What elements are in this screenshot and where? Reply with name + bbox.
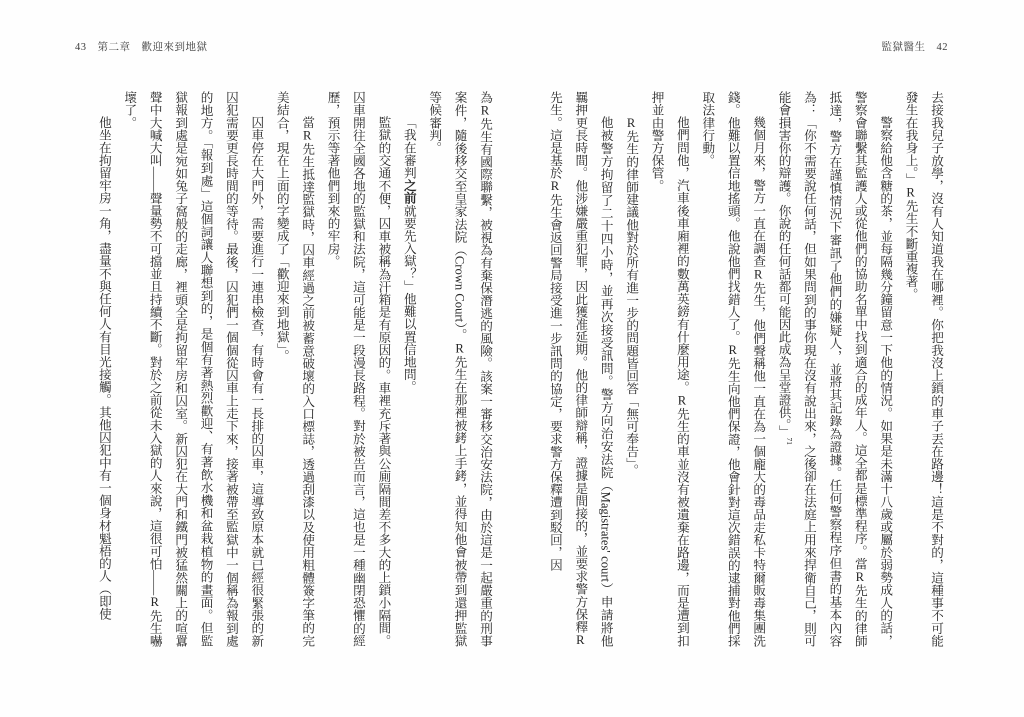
paragraph: 囚車停在大門外，需要進行一連串檢查，有時會有一長排的囚車，這導致原本就已經很緊張的新囚犯需要更長時間的等待。最後，囚犯們一個個從囚車上走下來，接著被帶至監獄中一個稱為報到處的地方。「報到處」這個詞讓人聯想到的，是個有著熱烈歡迎、有著飲水機和盆栽植物的畫面。但監獄報到處是宛如兔子窩般的走廊，裡頭全是拘留牢房和囚室。新囚犯在大門和鐵門被猛然關上的喧囂聲中大喊大叫——聲量勢不可擋並且持續不斷。對於之前從未入獄的人來說，這很可怕——R先生嚇壞了。 [122, 91, 264, 647]
upright-latin-r: R [547, 179, 562, 194]
upright-latin-r: R [852, 569, 867, 584]
paragraph: 為R先生有國際聯繫，被視為有棄保潛逃的風險。該案一審移交治安法院，由於這是一起嚴重的刑事案件，隨後移交至皇家法院（Crown Court）。R先生在那裡被銬上手銬，並得知他會被帶到還押監獄等候審判。 [427, 91, 492, 647]
paragraph: R先生的律師建議他對於所有進一步的問題皆回答「無可奉告」。 [624, 116, 639, 477]
upright-latin-r: R [624, 116, 639, 131]
paragraph: 「我在審判之前就要先入獄？」他難以置信地問。 [401, 116, 416, 394]
paragraph: 去接我兒子放學，沒有人知道我在哪裡。你把我沒上鎖的車子丟在路邊！這是不對的，這種事不可能發生在我身上。」R先生不斷重複著。 [903, 91, 943, 647]
running-head-right: 監獄醫生 42 [881, 42, 948, 53]
paragraph: 警察給他含糖的茶，並每隔幾分鐘留意一下他的情況。如果是未滿十八歲或屬於弱勢成人的話，警察會聯繫其監護人或從他們的協助名單中找到適合的成年人。這全都是標準程序。當R先生的律師抵達，警方在謹慎情況下審訊了他們的嫌疑人，並將其記錄為證據。任何警察程序但書的基本內容為：「你不需要說任何話，但如果問到的事你現在沒有說出來，之後卻在法庭上用來捍衛自己，則可能會損害你的辯護。你說的任何話都可能因此成為呈堂證供。」$^{71}$ [776, 91, 893, 647]
paragraph: 他們問他，汽車後車廂裡的數萬英鎊有什麼用途。R先生的車並沒有被遺棄在路邊，而是遭到扣押並由警方保管。 [649, 91, 689, 647]
upright-latin-r: R [147, 595, 162, 610]
body-text-left [91, 91, 498, 647]
upright-latin-r: R [573, 633, 588, 647]
paragraph: 監獄的交通不便，囚車被稱為汗箱是有原因的。車裡充斥著與公廁隔間差不多大的上鎖小隔間。囚車開往全國各地的監獄和法院，這可能是一段漫長路程。對於被告而言，這也是一種幽閉恐懼的經歷，預示等著他們到來的牢房。 [325, 91, 391, 647]
paragraph: 當R先生抵達監獄時，囚車經過之前被蓄意破壞的入口標誌，透過刮漆以及使用粗體簽字筆的完美結合，現在上面的字變成了「歡迎來到地獄」。 [274, 91, 315, 647]
upright-latin-r: R [725, 343, 740, 358]
upright-latin-r: R [478, 103, 492, 118]
paragraph: 他坐在拘留牢房一角，盡量不與任何人有目光接觸。其他囚犯中有一個身材魁梧的人（即使 [96, 116, 111, 621]
paragraph: 幾個月來，警方一直在調查R先生，他們聲稱他一直在為一個龐大的毒品走私卡特爾販毒集團洗錢。他難以置信地搖頭。他說他們找錯人了。R先生向他們保證，他會針對這次錯誤的逮捕對他們採取法律行動。 [700, 91, 766, 647]
upright-latin-r: R [452, 341, 467, 356]
upright-latin-r: R [300, 128, 315, 143]
body-text-right [542, 91, 949, 647]
footnote-marker: 71 [784, 437, 794, 445]
paragraph: 他被警方拘留了二十四小時，並再次接受訊問。警方向治安法院（Magistrates' court）申請將他羈押更長時間。他涉嫌嚴重犯罪，因此獲准延期。他的律師辯稱，證據是間接的，並要求警方保釋R先生。這是基於R先生會返回警局接受進一步訊問的協定，要求警方保釋遭到駁回，因 [547, 91, 613, 647]
upright-latin-r: R [903, 185, 918, 200]
upright-latin-r: R [674, 393, 689, 408]
running-head-left: 43 第二章 歡迎來到地獄 [75, 42, 208, 53]
upright-latin-r: R [751, 267, 766, 282]
bold-emphasis: 之前 [401, 179, 416, 205]
